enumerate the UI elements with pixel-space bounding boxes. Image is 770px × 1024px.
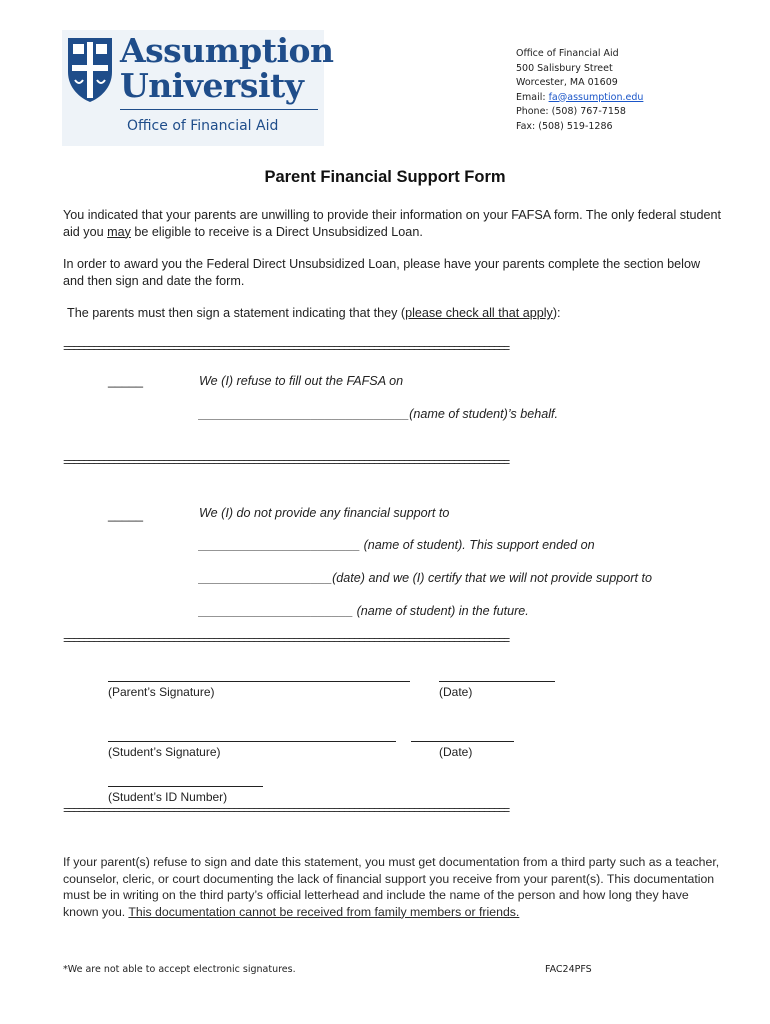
parent-signature-line[interactable] [108,681,410,682]
intro-may: may [107,224,131,239]
statement-text-a: The parents must then sign a statement indicating that they ( [67,306,406,320]
page-title: Parent Financial Support Form [264,168,506,186]
intro-paragraph [63,207,723,240]
logo-office-name: Office of Financial Aid [127,118,279,134]
contact-office: Office of Financial Aid [516,48,619,59]
student-id-line[interactable] [108,786,263,787]
student-date-line[interactable] [411,741,514,742]
separator-2: ========================================================================================= [63,456,509,470]
student-id-label: (Student’s ID Number) [108,790,228,804]
option1-line1: We (I) refuse to fill out the FAFSA on [199,374,404,388]
parent-signature-label: (Parent’s Signature) [108,685,215,699]
option2-line3[interactable]: ___________________(date) and we (I) certify that we will not provide support to [199,571,652,585]
student-signature-line[interactable] [108,741,396,742]
contact-email-label: Email: [516,91,549,103]
footer-note: *We are not able to accept electronic signatures. [63,964,296,975]
parent-date-label: (Date) [439,685,473,699]
logo-wordmark [120,33,334,103]
separator-4: ========================================================================================= [63,804,509,818]
option1-check-blank[interactable]: _____ [108,374,144,388]
form-code: FAC24PFS [545,964,592,975]
contact-fax: Fax: (508) 519-1286 [516,120,613,132]
intro-text-a: You indicated that your parents are unwilling to provide their information on your FAFSA form. The only federal student aid you [63,208,722,239]
statement-paragraph [67,305,727,322]
statement-apply: please check all that apply [405,306,553,320]
student-signature-label: (Student’s Signature) [108,745,221,759]
statement-text-b: ): [552,306,561,320]
contact-city: Worcester, MA 01609 [516,77,618,88]
contact-street: 500 Salisbury Street [516,62,613,74]
separator-3: ========================================================================================= [63,634,509,648]
third-party-paragraph [63,854,723,920]
logo-name-line2: University [120,66,304,105]
separator-1: ========================================================================================= [63,342,509,356]
option1-line2[interactable]: ______________________________(name of student)’s behalf. [199,407,559,421]
instructions-paragraph: In order to award you the Federal Direct Unsubsidized Loan, please have your parents complete the section below and then sign and date the form. [63,257,701,288]
intro-text-b: be eligible to receive is a Direct Unsubsidized Loan. [130,224,423,239]
option2-line4[interactable]: ______________________ (name of student) in the future. [199,604,529,618]
logo-divider [120,109,318,110]
contact-block [516,47,643,134]
university-shield-icon [66,36,114,104]
option2-line2[interactable]: _______________________ (name of student). This support ended on [199,538,595,552]
third-party-text: If your parent(s) refuse to sign and date this statement, you must get documentation from a third party such as a teacher, counselor, cleric, or court documenting the lack of financial support you receive from your parent(s). This documentation must be in writing on the third party’s official letterhead and include the name of the person and how long they have known you. [63,855,720,919]
logo-name-line1: Assumption [120,31,334,70]
option2-check-blank[interactable]: _____ [108,508,144,522]
contact-email-row [516,91,643,106]
contact-phone: Phone: (508) 767-7158 [516,106,626,117]
contact-email-link[interactable]: fa@assumption.edu [548,91,644,103]
student-date-label: (Date) [439,745,473,759]
third-party-warning: This documentation cannot be received from family members or friends. [128,904,520,919]
option2-line1: We (I) do not provide any financial support to [199,506,450,520]
parent-date-line[interactable] [439,681,555,682]
